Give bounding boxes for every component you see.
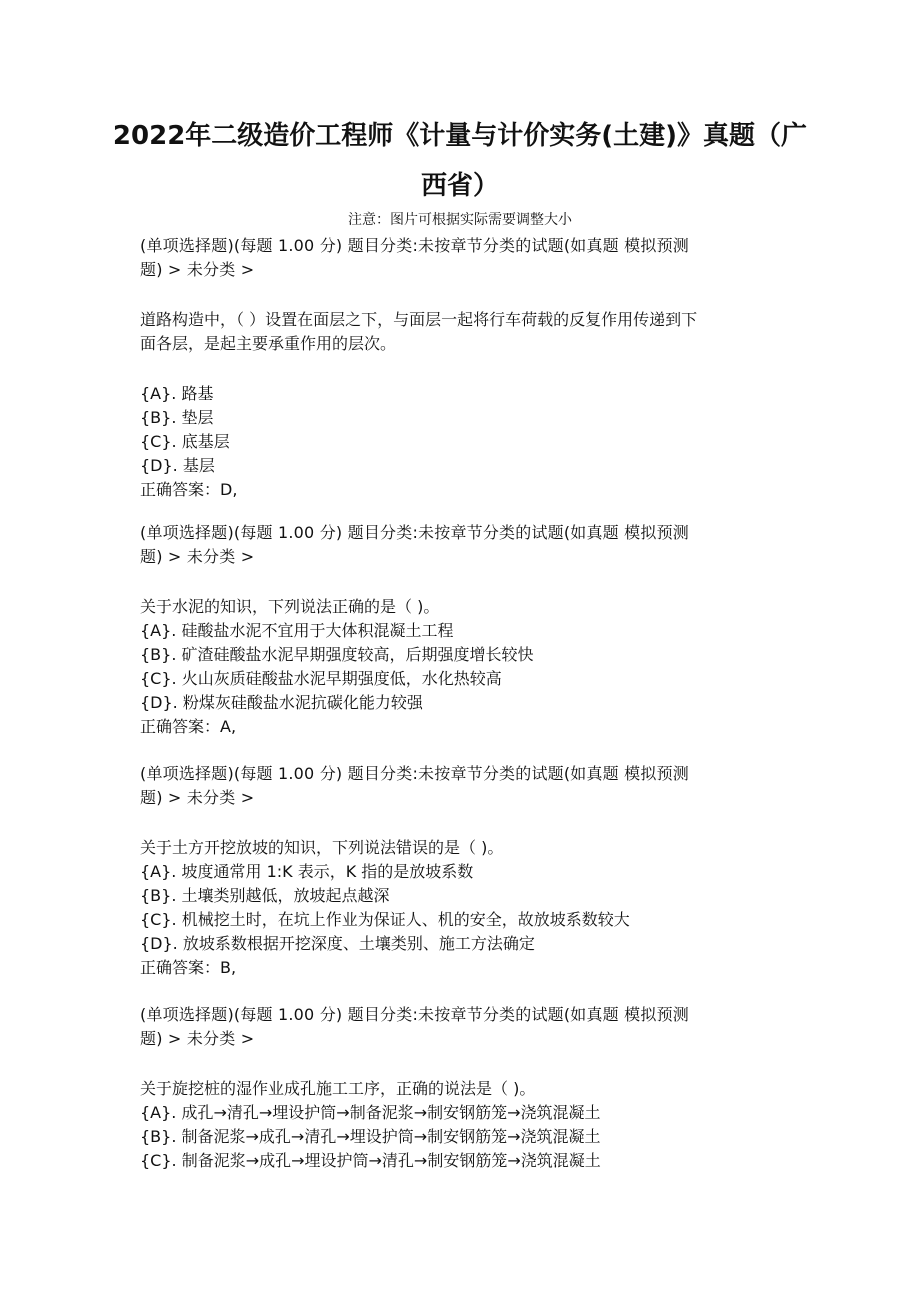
option-c: {C}. 火山灰质硅酸盐水泥早期强度低，水化热较高 <box>140 669 502 688</box>
option-c: {C}. 底基层 <box>140 432 230 451</box>
option-b: {B}. 土壤类别越低，放坡起点越深 <box>140 886 390 905</box>
question-stem: 道路构造中，（ ）设置在面层之下，与面层一起将行车荷载的反复作用传递到下 <box>140 310 698 329</box>
option-d: {D}. 粉煤灰硅酸盐水泥抗碳化能力较强 <box>140 693 423 712</box>
document-title-line-2: 西省） <box>420 171 499 201</box>
question-header-line: 题) > 未分类 > <box>140 547 255 566</box>
question-2 <box>140 521 785 739</box>
question-stem: 关于旋挖桩的湿作业成孔施工工序，正确的说法是（ )。 <box>140 1079 536 1098</box>
question-header-line: (单项选择题)(每题 1.00 分) 题目分类:未按章节分类的试题(如真题 模拟预测 <box>140 523 689 542</box>
question-header-line: 题) > 未分类 > <box>140 260 255 279</box>
option-a: {A}. 成孔→清孔→埋设护筒→制备泥浆→制安钢筋笼→浇筑混凝土 <box>140 1103 601 1122</box>
option-b: {B}. 矿渣硅酸盐水泥早期强度较高，后期强度增长较快 <box>140 645 534 664</box>
question-stem: 关于水泥的知识，下列说法正确的是（ )。 <box>140 597 440 616</box>
question-stem: 关于土方开挖放坡的知识，下列说法错误的是（ )。 <box>140 838 504 857</box>
question-header-line: (单项选择题)(每题 1.00 分) 题目分类:未按章节分类的试题(如真题 模拟预测 <box>140 764 689 783</box>
option-a: {A}. 坡度通常用 1:K 表示，K 指的是放坡系数 <box>140 862 474 881</box>
correct-answer: 正确答案：B, <box>140 958 237 977</box>
note-text: 注意：图片可根据实际需要调整大小 <box>348 212 572 228</box>
option-d: {D}. 放坡系数根据开挖深度、土壤类别、施工方法确定 <box>140 934 535 953</box>
option-a: {A}. 路基 <box>140 384 214 403</box>
question-header <box>140 1003 785 1051</box>
option-a: {A}. 硅酸盐水泥不宜用于大体积混凝土工程 <box>140 621 454 640</box>
question-header-line: 题) > 未分类 > <box>140 1029 255 1048</box>
question-header-line: 题) > 未分类 > <box>140 788 255 807</box>
option-d: {D}. 基层 <box>140 456 215 475</box>
correct-answer: 正确答案：D, <box>140 480 238 499</box>
question-header <box>140 234 785 282</box>
option-b: {B}. 制备泥浆→成孔→清孔→埋设护筒→制安钢筋笼→浇筑混凝土 <box>140 1127 601 1146</box>
question-header-line: (单项选择题)(每题 1.00 分) 题目分类:未按章节分类的试题(如真题 模拟预测 <box>140 236 689 255</box>
option-c: {C}. 机械挖土时，在坑上作业为保证人、机的安全，故放坡系数较大 <box>140 910 630 929</box>
option-b: {B}. 垫层 <box>140 408 214 427</box>
question-header-line: (单项选择题)(每题 1.00 分) 题目分类:未按章节分类的试题(如真题 模拟预测 <box>140 1005 689 1024</box>
question-4 <box>140 1003 785 1173</box>
question-header <box>140 762 785 810</box>
correct-answer: 正确答案：A, <box>140 717 237 736</box>
document-title-line-1: 2022年二级造价工程师《计量与计价实务(土建)》真题（广 <box>112 121 808 151</box>
question-3 <box>140 762 785 980</box>
question-1 <box>140 234 785 502</box>
question-header <box>140 521 785 569</box>
option-c: {C}. 制备泥浆→成孔→埋设护筒→清孔→制安钢筋笼→浇筑混凝土 <box>140 1151 601 1170</box>
question-stem: 面各层，是起主要承重作用的层次。 <box>140 334 397 353</box>
